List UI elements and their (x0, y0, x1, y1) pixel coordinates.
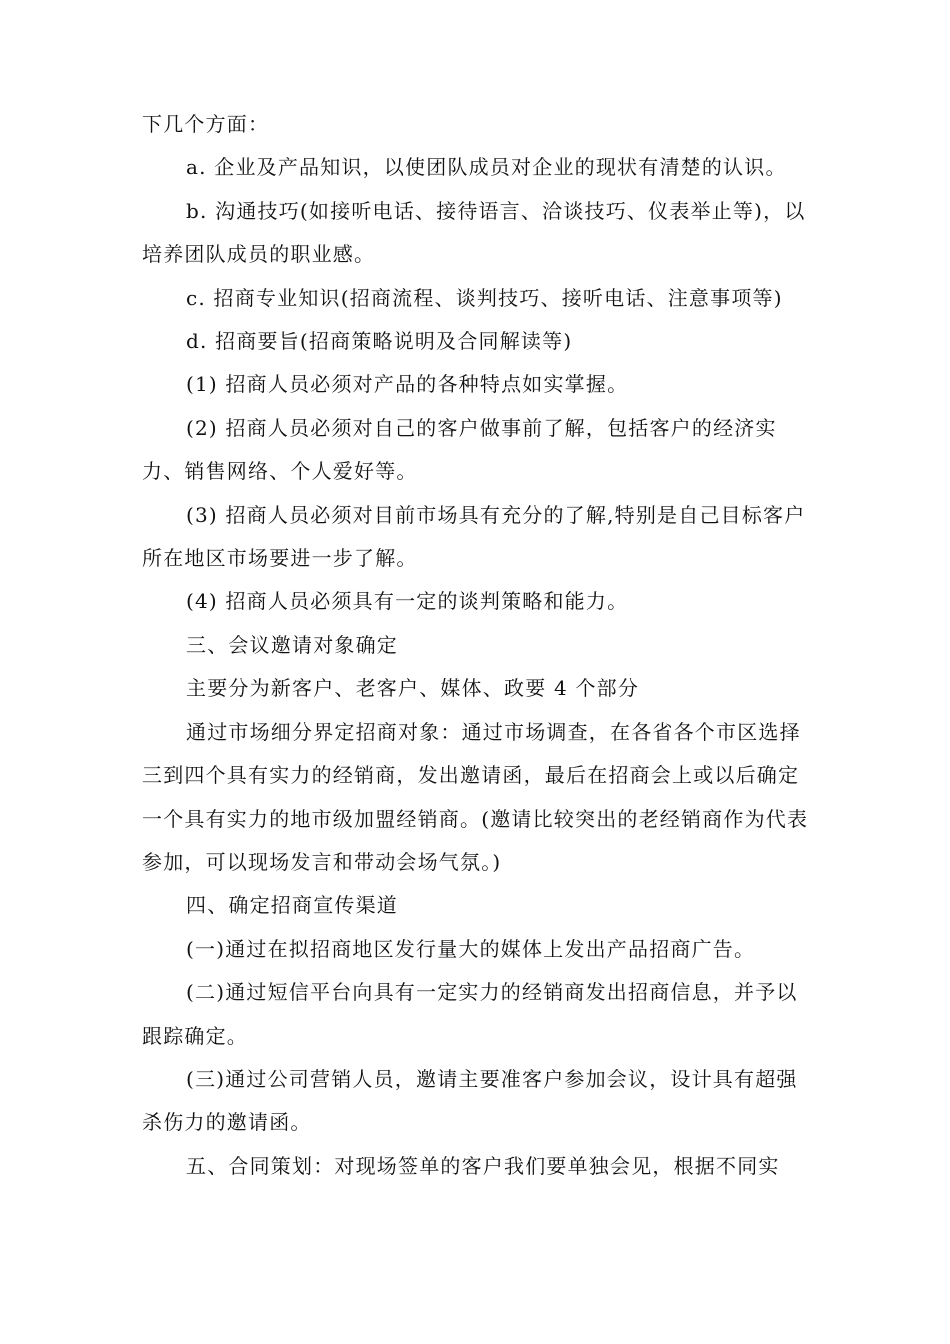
paragraph-5: d. 招商要旨(招商策略说明及合同解读等) (186, 329, 573, 354)
paragraph-4: c. 招商专业知识(招商流程、谈判技巧、接听电话、注意事项等) (186, 285, 783, 310)
paragraph-7: (2) 招商人员必须对自己的客户做事前了解，包括客户的经济实力、销售网络、个人爱好等。 (142, 415, 777, 484)
document-body (142, 103, 814, 1188)
paragraph-9: (4) 招商人员必须具有一定的谈判策略和能力。 (186, 589, 629, 614)
paragraph-2: a. 企业及产品知识，以使团队成员对企业的现状有清楚的认识。 (186, 155, 787, 180)
paragraph-10: 三、会议邀请对象确定 (186, 632, 398, 657)
paragraph-11: 主要分为新客户、老客户、媒体、政要 4 个部分 (186, 676, 640, 701)
paragraph-14: (一)通过在拟招商地区发行量大的媒体上发出产品招商广告。 (186, 936, 756, 961)
paragraph-3: b. 沟通技巧(如接听电话、接待语言、洽谈技巧、仪表举止等)，以培养团队成员的职业感。 (142, 198, 806, 267)
paragraph-13: 四、确定招商宣传渠道 (186, 893, 398, 918)
paragraph-15: (二)通过短信平台向具有一定实力的经销商发出招商信息，并予以跟踪确定。 (142, 980, 798, 1048)
paragraph-16: (三)通过公司营销人员，邀请主要准客户参加会议，设计具有超强杀伤力的邀请函。 (142, 1066, 798, 1135)
paragraph-6: (1) 招商人员必须对产品的各种特点如实掌握。 (186, 372, 629, 397)
paragraph-1: 下几个方面： (142, 112, 270, 136)
paragraph-12: 通过市场细分界定招商对象：通过市场调查，在各省各个市区选择三到四个具有实力的经销商，发出邀请函，最后在招商会上或以后确定一个具有实力的地市级加盟经销商。(邀请比较突出的老经销商作为代表参加，可以现场发言和带动会场气氛。) (142, 719, 809, 874)
paragraph-17: 五、合同策划：对现场签单的客户我们要单独会见，根据不同实 (186, 1153, 780, 1178)
paragraph-8: (3) 招商人员必须对目前市场具有充分的了解,特别是自己目标客户所在地区市场要进一步了解。 (142, 502, 806, 571)
